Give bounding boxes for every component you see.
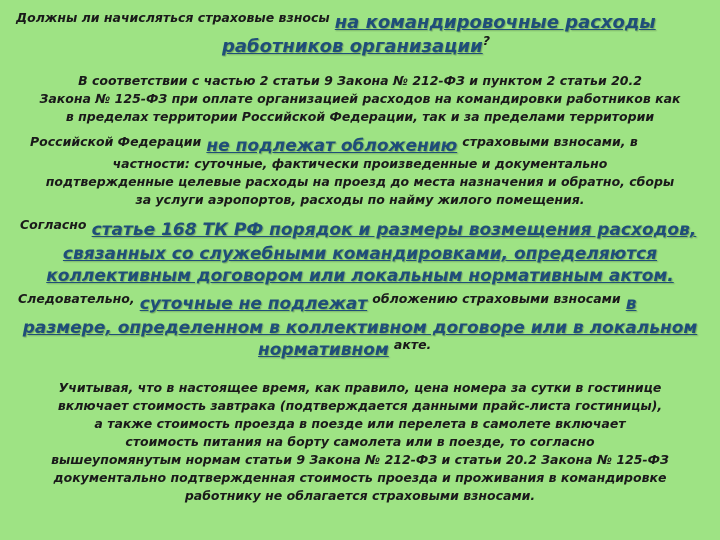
- para3-line-5: вышеупомянутым нормам статьи 9 Закона № 212-ФЗ и статьи 20.2 Закона № 125-ФЗ: [51, 452, 669, 467]
- para1-line-4-emphasis: не подлежат обложению: [206, 136, 458, 156]
- heading-line-1: [16, 6, 656, 33]
- para1-line-3: в пределах территории Российской Федерации, так и за пределами территории: [65, 109, 655, 124]
- heading-emphasis-2: работников организации: [222, 36, 483, 57]
- para1-line-7: за услуги аэропортов, расходы по найму жилого помещения.: [135, 192, 585, 207]
- para2-line-4-prefix: Следовательно,: [18, 291, 135, 306]
- para1-line-2: Закона № 125-ФЗ при оплате организацией расходов на командировки работников как: [39, 91, 681, 106]
- para2-line-4-emphasis: суточные не подлежат: [139, 294, 368, 314]
- para2-prefix: Согласно: [20, 217, 87, 232]
- para2-line-4-emphasis-2: в: [625, 294, 637, 314]
- para2-line-1-emphasis: статье 168 ТК РФ порядок и размеры возмещения расходов,: [91, 220, 697, 240]
- para2-line-4-mid: обложению страховыми взносами: [372, 291, 621, 306]
- heading-emphasis-1: на командировочные расходы: [334, 12, 656, 33]
- para1-line-5: частности: суточные, фактически произведенные и документально: [112, 156, 608, 171]
- para2-line-3: коллективным договором или локальным нормативным актом.: [46, 266, 674, 286]
- para1-line-4: [30, 131, 638, 156]
- para3-line-4: стоимость питания на борту самолета или в поезде, то согласно: [125, 434, 595, 449]
- heading-line-2: [222, 33, 490, 57]
- para2-line-4: [18, 288, 637, 314]
- para3-line-2: включает стоимость завтрака (подтверждается данными прайс-листа гостиницы),: [57, 398, 663, 413]
- para1-line-1: В соответствии с частью 2 статьи 9 Закона № 212-ФЗ и пунктом 2 статьи 20.2: [78, 73, 642, 88]
- para3-line-3: а также стоимость проезда в поезде или перелета в самолете включает: [94, 416, 626, 431]
- para2-line-6-suffix: акте.: [393, 337, 432, 352]
- para2-line-1: [20, 214, 697, 240]
- para2-line-5: размере, определенном в коллективном договоре или в локальном: [22, 318, 698, 338]
- para2-line-6-emphasis: нормативном: [258, 340, 389, 360]
- para1-line-4-suffix: страховыми взносами, в: [462, 134, 638, 149]
- heading-suffix: ?: [482, 33, 490, 48]
- para3-line-1: Учитывая, что в настоящее время, как правило, цена номера за сутки в гостинице: [58, 380, 662, 395]
- para1-line-6: подтвержденные целевые расходы на проезд до места назначения и обратно, сборы: [45, 174, 675, 189]
- heading-prefix: Должны ли начисляться страховые взносы: [16, 10, 330, 25]
- para3-line-6: документально подтвержденная стоимость проезда и проживания в командировке: [53, 470, 667, 485]
- para2-line-2: связанных со служебными командировками, определяются: [62, 244, 658, 264]
- para2-line-6: [258, 337, 432, 360]
- para3-line-7: работнику не облагается страховыми взносами.: [184, 488, 536, 503]
- para1-line-4-prefix: Российской Федерации: [30, 134, 202, 149]
